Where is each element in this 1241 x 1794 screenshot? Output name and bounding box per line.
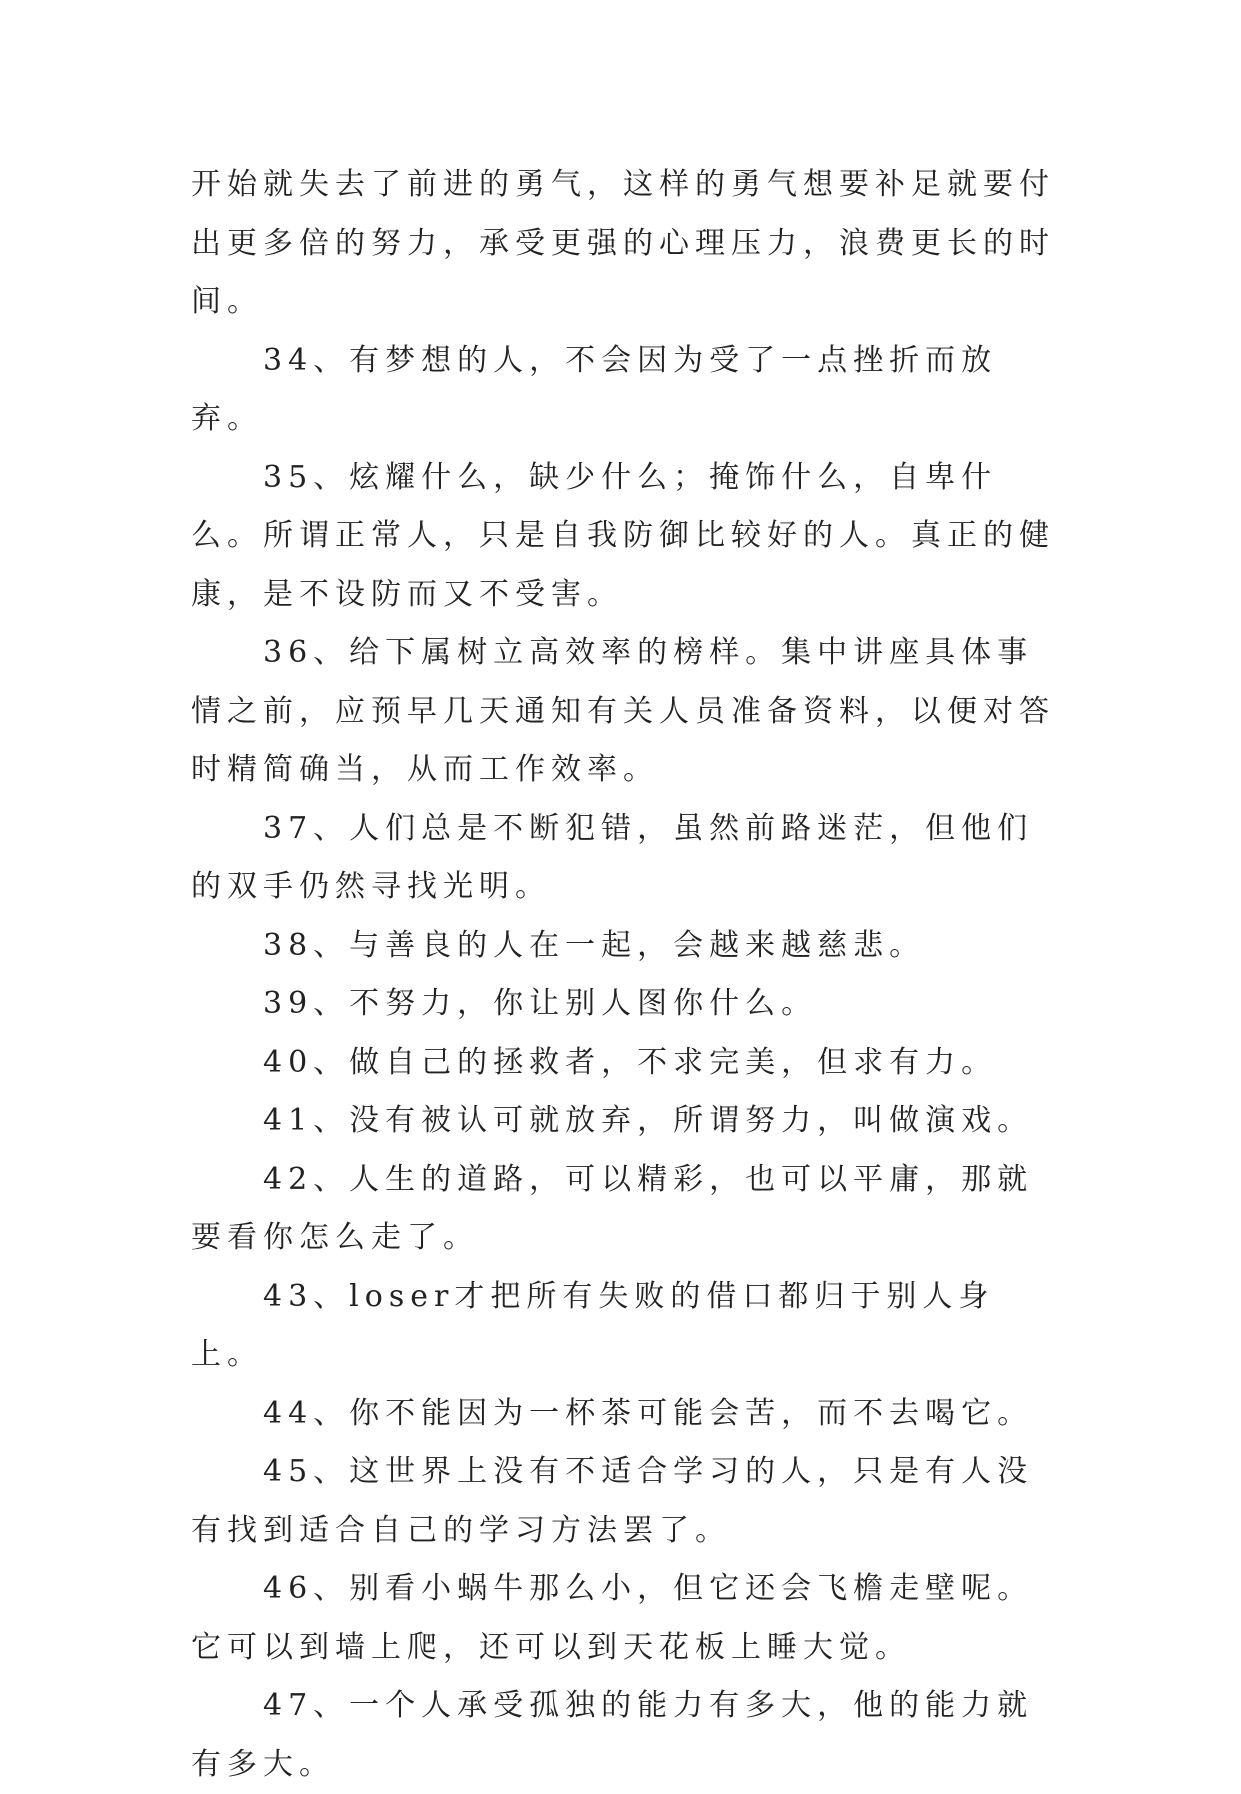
paragraph-38: 38、与善良的人在一起，会越来越慈悲。 xyxy=(263,927,926,963)
paragraph-continuation: 开始就失去了前进的勇气，这样的勇气想要补足就要付出更多倍的努力，承受更强的心理压力，浪费更长的时间。 xyxy=(191,167,1055,319)
paragraph-44: 44、你不能因为一杯茶可能会苦，而不去喝它。 xyxy=(263,1395,1034,1431)
paragraph-34: 34、有梦想的人，不会因为受了一点挫折而放弃。 xyxy=(191,342,998,436)
paragraph-45: 45、这世界上没有不适合学习的人，只是有人没有找到适合自己的学习方法罢了。 xyxy=(191,1454,1034,1548)
paragraph-46: 46、别看小蜗牛那么小，但它还会飞檐走壁呢。它可以到墙上爬，还可以到天花板上睡大觉。 xyxy=(191,1571,1034,1665)
paragraph-42: 42、人生的道路，可以精彩，也可以平庸，那就要看你怎么走了。 xyxy=(191,1161,1034,1255)
paragraph-41: 41、没有被认可就放弃，所谓努力，叫做演戏。 xyxy=(263,1103,1034,1138)
paragraph-37: 37、人们总是不断犯错，虽然前路迷茫，但他们的双手仍然寻找光明。 xyxy=(191,810,1034,904)
paragraph-43: 43、loser才把所有失败的借口都归于别人身上。 xyxy=(191,1278,995,1372)
paragraph-40: 40、做自己的拯救者，不求完美，但求有力。 xyxy=(263,1044,998,1080)
paragraph-36: 36、给下属树立高效率的榜样。集中讲座具体事情之前，应预早几天通知有关人员准备资料，以便对答时精简确当，从而工作效率。 xyxy=(191,635,1055,787)
document-body xyxy=(191,156,1061,1794)
paragraph-35: 35、炫耀什么，缺少什么；掩饰什么，自卑什么。所谓正常人，只是自我防御比较好的人。真正的健康，是不设防而又不受害。 xyxy=(191,459,1055,612)
paragraph-39: 39、不努力，你让别人图你什么。 xyxy=(263,986,818,1021)
paragraph-47: 47、一个人承受孤独的能力有多大，他的能力就有多大。 xyxy=(191,1688,1034,1782)
